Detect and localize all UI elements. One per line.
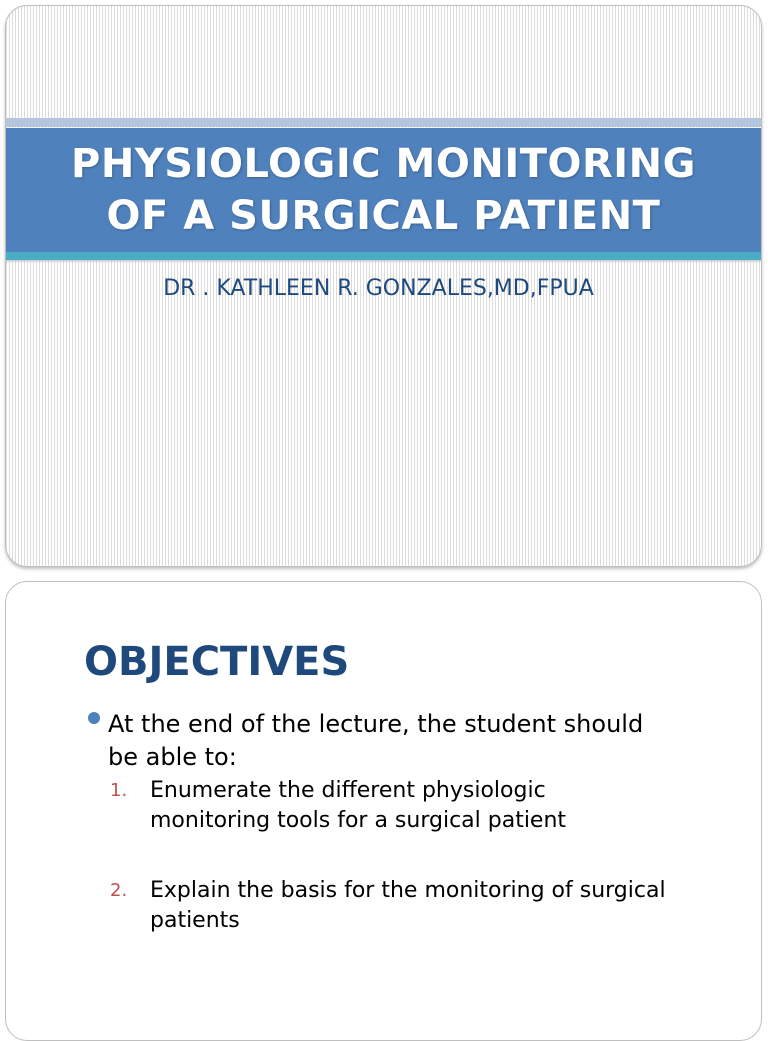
objective-text-2: Explain the basis for the monitoring of surgical patients (150, 878, 666, 933)
bullet-text: At the end of the lecture, the student should be able to: (108, 710, 644, 771)
title-band-bottom-stripe (6, 252, 761, 260)
objective-number-2: 2. (110, 880, 128, 901)
objectives-title: OBJECTIVES (84, 639, 350, 685)
objective-item-2 (110, 876, 670, 936)
title-band (6, 128, 761, 252)
presenter-name: DR . KATHLEEN R. GONZALES,MD,FPUA (163, 276, 594, 301)
bullet-item (88, 708, 648, 774)
objective-item-1 (110, 776, 670, 836)
title-band-shadow (6, 260, 761, 263)
objective-number-1: 1. (110, 780, 128, 801)
title-line-1: PHYSIOLOGIC MONITORING (71, 141, 696, 187)
bullet-dot-icon (88, 712, 100, 724)
title-band-top-stripe (6, 118, 761, 127)
objective-text-1: Enumerate the different physiologic monitoring tools for a surgical patient (150, 778, 567, 833)
title-slide (5, 5, 762, 567)
title-line-2: OF A SURGICAL PATIENT (106, 193, 661, 239)
presentation-title (71, 138, 696, 242)
objectives-slide (5, 581, 762, 1041)
